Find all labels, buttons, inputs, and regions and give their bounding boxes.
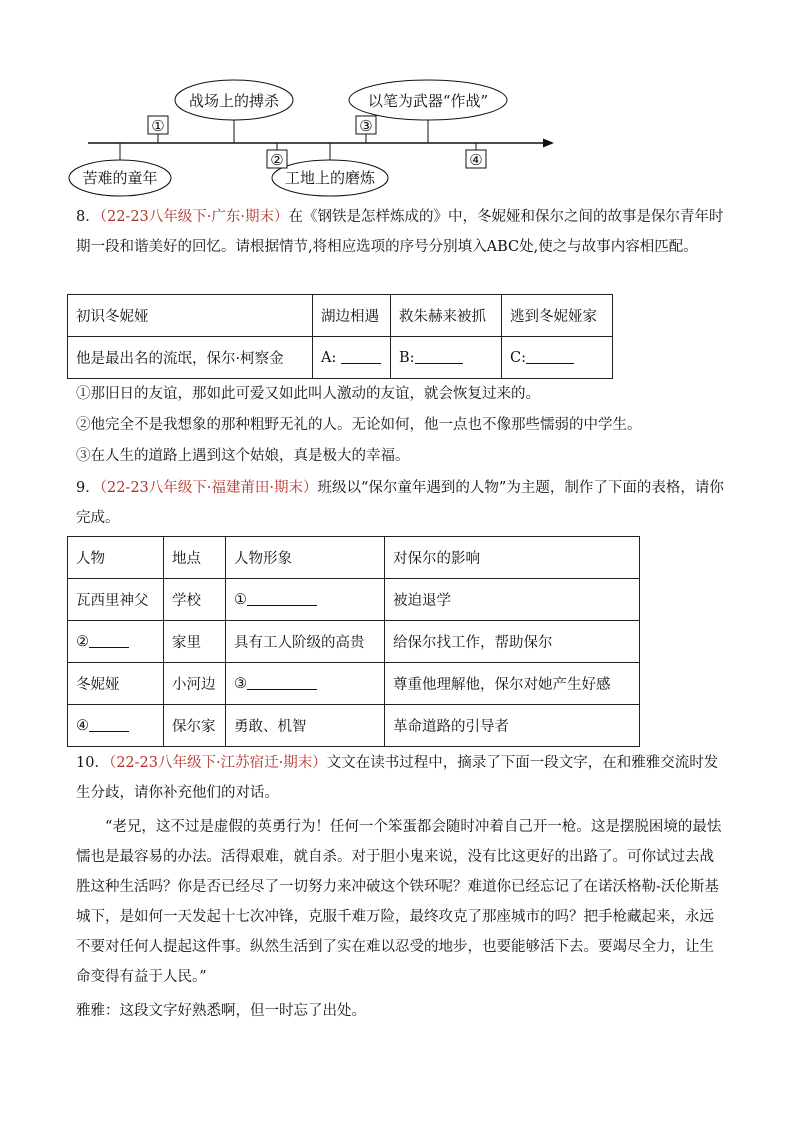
q9-header-place: 地点: [164, 537, 226, 579]
q9-header-image: 人物形象: [226, 537, 385, 579]
q8-option-1: ①那旧日的友谊，那如此可爱又如此叫人激动的友谊，就会恢复过来的。: [76, 386, 540, 402]
timeline-diagram: [60, 76, 580, 200]
q10-source: （22-23八年级下·江苏宿迁·期末）: [108, 755, 327, 771]
table-row: [68, 579, 640, 621]
table-row: [68, 663, 640, 705]
q9-marker-2: ②: [76, 634, 89, 650]
q9-r1-place: 学校: [164, 579, 226, 621]
q8-label-a: A:: [321, 350, 337, 366]
q9-number: 9．: [76, 480, 100, 496]
q10-dialogue-line: 雅雅：这段文字好熟悉啊，但一时忘了出处。: [76, 1003, 366, 1019]
q10-number: 10．: [76, 755, 109, 771]
q8-text: 在《钢铁是怎样炼成的》中，冬妮娅和保尔之间的故事是保尔青年时期一段和谐美好的回忆。请根据情节,将相应选项的序号分别填入ABC处,使之与故事内容相匹配。: [76, 209, 724, 255]
q9-r4-impact: 革命道路的引导者: [385, 705, 640, 747]
q10-quote: “老兄，这不过是虚假的英勇行为！任何一个笨蛋都会随时冲着自己开一枪。这是摆脱困境的最怯懦也是最容易的办法。活得艰难，就自杀。对于胆小鬼来说，没有比这更好的出路了。可你试过去战胜这种生活吗？你是否已经尽了一切努力来冲破这个铁环呢？难道你已经忘记了在诺沃格勒-沃伦斯基城下，是如何一天发起十七次冲锋，克服千难万险，最终攻克了那座城市的吗？把手枪藏起来，永远不要对任何人提起这件事。纵然生活到了实在难以忍受的地步，也要能够活下去。要竭尽全力，让生命变得有益于人民。”: [76, 819, 722, 985]
q8-table: [67, 294, 613, 379]
q9-marker-3: ③: [234, 676, 247, 692]
q8-cell-identity: 他是最出名的流氓，保尔·柯察金: [68, 337, 313, 379]
q9-r4-image: 勇敢、机智: [226, 705, 385, 747]
q9-r3-place: 小河边: [164, 663, 226, 705]
q9-header-impact: 对保尔的影响: [385, 537, 640, 579]
timeline-label-1: 苦难的童年: [82, 169, 158, 187]
q8-label-c: C:: [510, 350, 526, 366]
q9-r4-person[interactable]: [68, 705, 164, 747]
timeline-label-3: 工地上的磨炼: [284, 169, 376, 187]
q9-r2-image: 具有工人阶级的高贵: [226, 621, 385, 663]
table-row: [68, 705, 640, 747]
q8-header-1: 初识冬妮娅: [68, 295, 313, 337]
table-row: [68, 621, 640, 663]
q8-header-2: 湖边相遇: [313, 295, 391, 337]
q8-option-3: ③在人生的道路上遇到这个姑娘，真是极大的幸福。: [76, 448, 410, 464]
q9-table: [67, 536, 640, 747]
timeline-marker-4: ④: [469, 151, 483, 169]
answer-blank-a[interactable]: [341, 349, 381, 364]
q9-r1-image[interactable]: [226, 579, 385, 621]
q8-cell-a[interactable]: [313, 337, 391, 379]
q9-marker-1: ①: [234, 592, 247, 608]
timeline-marker-2: ②: [270, 151, 284, 169]
q8-cell-b[interactable]: [391, 337, 502, 379]
q9-r2-impact: 给保尔找工作，帮助保尔: [385, 621, 640, 663]
timeline-arrow: [543, 139, 554, 148]
q10-stem: [76, 748, 726, 808]
q8-label-b: B:: [399, 350, 415, 366]
q9-text: 班级以“保尔童年遇到的人物”为主题，制作了下面的表格，请你完成。: [76, 480, 724, 526]
answer-blank-2[interactable]: [89, 633, 129, 648]
table-row: [68, 337, 613, 379]
q8-header-4: 逃到冬妮娅家: [502, 295, 613, 337]
q8-stem: [76, 202, 726, 262]
answer-blank-b[interactable]: [415, 349, 463, 364]
q8-header-3: 救朱赫来被抓: [391, 295, 502, 337]
q9-r4-place: 保尔家: [164, 705, 226, 747]
q9-r3-impact: 尊重他理解他，保尔对她产生好感: [385, 663, 640, 705]
answer-blank-3[interactable]: [247, 675, 317, 690]
q9-r3-image[interactable]: [226, 663, 385, 705]
table-row: [68, 537, 640, 579]
q9-r2-place: 家里: [164, 621, 226, 663]
timeline-marker-1: ①: [151, 117, 165, 135]
q8-cell-c[interactable]: [502, 337, 613, 379]
timeline-label-4: 以笔为武器“作战”: [367, 92, 489, 110]
q9-r2-person[interactable]: [68, 621, 164, 663]
q9-r3-person: 冬妮娅: [68, 663, 164, 705]
q8-number: 8．: [76, 209, 100, 225]
q9-marker-4: ④: [76, 718, 89, 734]
q8-option-2: ②他完全不是我想象的那种粗野无礼的人。无论如何，他一点也不像那些懦弱的中学生。: [76, 417, 642, 433]
q9-r1-impact: 被迫退学: [385, 579, 640, 621]
q9-header-person: 人物: [68, 537, 164, 579]
q8-source: （22-23八年级下·广东·期末）: [99, 209, 289, 225]
timeline-label-2: 战场上的搏杀: [188, 92, 280, 110]
q10-text: 文文在读书过程中，摘录了下面一段文字，在和雅雅交流时发生分歧，请你补充他们的对话。: [76, 755, 719, 801]
timeline-marker-3: ③: [359, 117, 373, 135]
answer-blank-1[interactable]: [247, 591, 317, 606]
q9-stem: [76, 473, 726, 533]
answer-blank-c[interactable]: [526, 349, 574, 364]
q9-r1-person: 瓦西里神父: [68, 579, 164, 621]
table-row: [68, 295, 613, 337]
answer-blank-4[interactable]: [89, 717, 129, 732]
q9-source: （22-23八年级下·福建莆田·期末）: [99, 480, 318, 496]
